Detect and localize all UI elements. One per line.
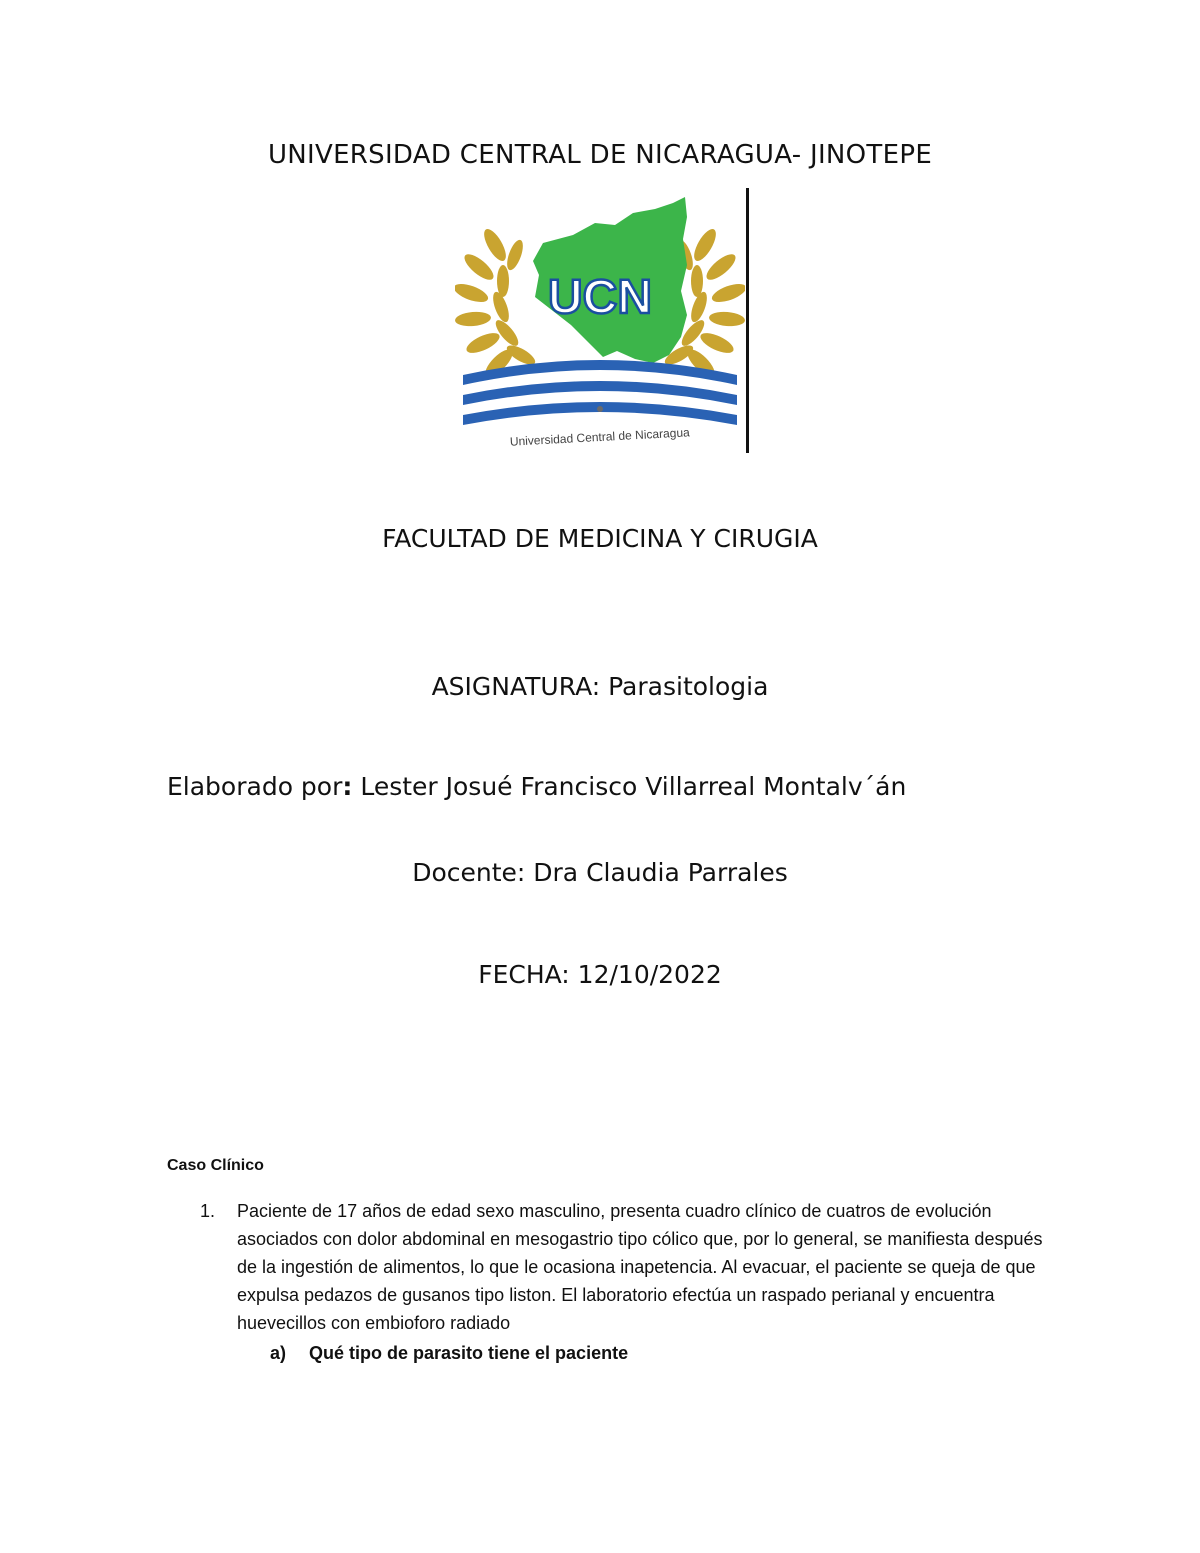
laurel-left-icon — [455, 226, 538, 381]
teacher-name: Docente: Dra Claudia Parrales — [412, 858, 788, 887]
author-label: Elaborado por — [167, 772, 343, 801]
sub-question-letter: a) — [270, 1343, 287, 1363]
sub-question-text: Qué tipo de parasito tiene el paciente — [309, 1343, 629, 1363]
item-text: Paciente de 17 años de edad sexo masculino, presenta cuadro clínico de cuatros de evolución asociados con dolor abdominal en mesogastrio tipo cólico que, por lo general, se manifiesta después de la ingestión de alimentos, lo que le ocasiona inapetencia. Al evacuar, el paciente se queja de que expulsa pedazos de gusanos tipo liston. El laboratorio efectúa un raspado perianal y encuentra huevecillos con embioforo radiado — [237, 1201, 1043, 1333]
author-colon: : — [342, 772, 353, 801]
logo-motto: Universidad Central de Nicaragua — [509, 425, 691, 449]
logo-initials: UCN — [548, 271, 652, 324]
subject-name: ASIGNATURA: Parasitologia — [431, 672, 769, 701]
case-heading: Caso Clínico — [167, 1157, 264, 1174]
document-date: FECHA: 12/10/2022 — [478, 960, 722, 989]
university-title: UNIVERSIDAD CENTRAL DE NICARAGUA- JINOTEPE — [267, 140, 933, 170]
author-name: Lester Josué Francisco Villarreal Montalv´án — [352, 772, 907, 801]
vertical-divider — [746, 188, 749, 453]
list-item — [167, 1197, 1047, 1337]
author-line — [167, 772, 906, 801]
case-list — [167, 1197, 1047, 1367]
faculty-name: FACULTAD DE MEDICINA Y CIRUGIA — [382, 524, 818, 553]
sub-question — [167, 1339, 1047, 1367]
item-number: 1. — [200, 1201, 216, 1221]
ucn-logo — [455, 195, 745, 460]
ribbon-icon — [463, 360, 737, 425]
